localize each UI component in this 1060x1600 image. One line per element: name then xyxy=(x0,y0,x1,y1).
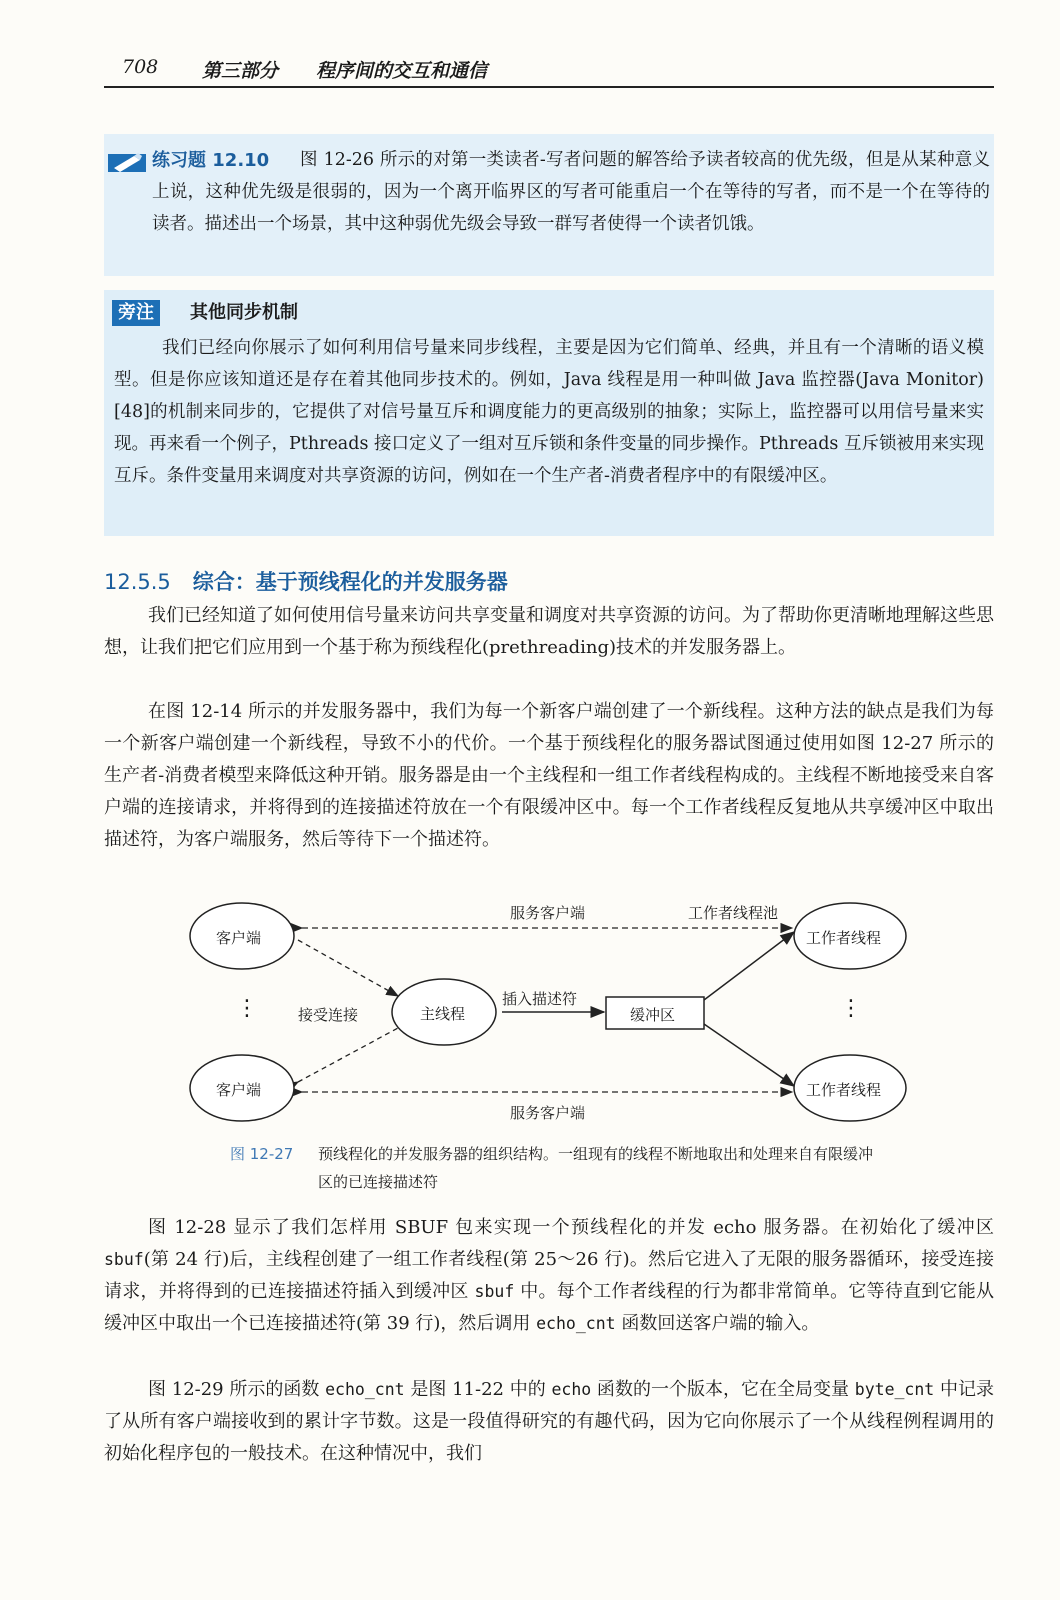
exercise-text: 图 12-26 所示的对第一类读者-写者问题的解答给予读者较高的优先级，但是从某种意义上说，这种优先级是很弱的，因为一个离开临界区的写者可能重启一个在等待的写者，而不是一个在等待的读者。描述出一个场景，其中这种弱优先级会导致一群写者使得一个读者饥饿。 xyxy=(152,150,990,234)
client-top-label: 客户端 xyxy=(216,929,262,947)
code-echo-cnt: echo_cnt xyxy=(536,1314,616,1333)
paragraph-3: 图 12-28 显示了我们怎样用 SBUF 包来实现一个预线程化的并发 echo 服务器。在初始化了缓冲区 sbuf(第 24 行)后，主线程创建了一组工作者线程(第 25～26 行)。然后它进入了无限的服务器循环，接受连接请求，并将得到的已连接描述符插入到缓冲区 sbuf 中。每个工作者线程的行为都非常简单。它等待直到它能从缓冲区中取出一个已连接描述符(第 39 行)，然后调用 echo_cnt 函数回送客户端的输入。 xyxy=(104,1217,994,1334)
paragraph-4: 图 12-29 所示的函数 echo_cnt 是图 11-22 中的 echo 函数的一个版本，它在全局变量 byte_cnt 中记录了从所有客户端接收到的累计字节数。这是一段值得研究的有趣代码，因为它向你展示了一个从线程例程调用的初始化程序包的一般技术。在这种情况中，我们 xyxy=(104,1379,994,1464)
caption-text: 预线程化的并发服务器的组织结构。一组现有的线程不断地取出和处理来自有限缓冲区的已连接描述符 xyxy=(318,1145,874,1191)
part-title: 第三部分 xyxy=(202,60,279,82)
aside-box xyxy=(104,290,994,536)
exercise-box xyxy=(104,134,994,276)
insert-label: 插入描述符 xyxy=(502,990,578,1008)
accept-line-bottom xyxy=(298,1028,398,1082)
aside-tag: 旁注 xyxy=(112,300,160,326)
code-echo: echo xyxy=(551,1380,592,1399)
section-number: 12.5.5 xyxy=(104,570,171,594)
pencil-icon xyxy=(108,150,148,174)
paragraph-1: 我们已经知道了如何使用信号量来访问共享变量和调度对共享资源的访问。为了帮助你更清晰地理解这些思想，让我们把它们应用到一个基于称为预线程化(prethreading)技术的并发服务器上。 xyxy=(104,605,994,658)
code-sbuf: sbuf xyxy=(474,1282,515,1301)
section-heading xyxy=(104,566,994,596)
chapter-title: 程序间的交互和通信 xyxy=(316,60,488,82)
worker-top-label: 工作者线程 xyxy=(806,929,882,947)
caption-number: 图 12-27 xyxy=(230,1145,294,1163)
pool-label: 工作者线程池 xyxy=(688,904,779,922)
right-ellipsis: ⋮ xyxy=(840,996,862,1021)
code-sbuf: sbuf xyxy=(104,1250,144,1269)
buffer-to-worker-bottom xyxy=(704,1024,794,1086)
code-echo-cnt: echo_cnt xyxy=(325,1380,405,1399)
master-label: 主线程 xyxy=(420,1005,466,1023)
buffer-to-worker-top xyxy=(704,932,794,1000)
paragraph-2: 在图 12-14 所示的并发服务器中，我们为每一个新客户端创建了一个新线程。这种方法的缺点是我们为每一个新客户端创建一个新线程，导致不小的代价。一个基于预线程化的服务器试图通过使用如图 12-27 所示的生产者-消费者模型来降低这种开销。服务器是由一个主线程和一组工作者线程构成的。主线程不断地接受来自客户端的连接请求，并将得到的连接描述符放在一个有限缓冲区中。每一个工作者线程反复地从共享缓冲区中取出描述符，为客户端服务，然后等待下一个描述符。 xyxy=(104,701,994,850)
accept-line-top xyxy=(298,940,398,996)
figure-12-27 xyxy=(180,896,920,1136)
service-bottom-label: 服务客户端 xyxy=(510,1104,586,1122)
page-number: 708 xyxy=(122,56,159,78)
section-title: 综合：基于预线程化的并发服务器 xyxy=(192,570,508,594)
buffer-label: 缓冲区 xyxy=(630,1006,676,1024)
exercise-label: 练习题 12.10 xyxy=(152,150,270,171)
aside-title: 其他同步机制 xyxy=(190,302,298,323)
client-bottom-label: 客户端 xyxy=(216,1081,262,1099)
running-header xyxy=(104,52,994,88)
worker-bottom-label: 工作者线程 xyxy=(806,1081,882,1099)
accept-label: 接受连接 xyxy=(298,1006,359,1024)
code-byte-cnt: byte_cnt xyxy=(854,1380,935,1399)
left-ellipsis: ⋮ xyxy=(236,996,258,1021)
service-top-label: 服务客户端 xyxy=(510,904,586,922)
aside-text: 我们已经向你展示了如何利用信号量来同步线程，主要是因为它们简单、经典，并且有一个清晰的语义模型。但是你应该知道还是存在着其他同步技术的。例如，Java 线程是用一种叫做 Java 监控器(Java Monitor)[48]的机制来同步的，它提供了对信号量互斥和调度能力的更高级别的抽象；实际上，监控器可以用信号量来实现。再来看一个例子，Pthreads 接口定义了一组对互斥锁和条件变量的同步操作。Pthreads 互斥锁被用来实现互斥。条件变量用来调度对共享资源的访问，例如在一个生产者-消费者程序中的有限缓冲区。 xyxy=(114,338,984,486)
